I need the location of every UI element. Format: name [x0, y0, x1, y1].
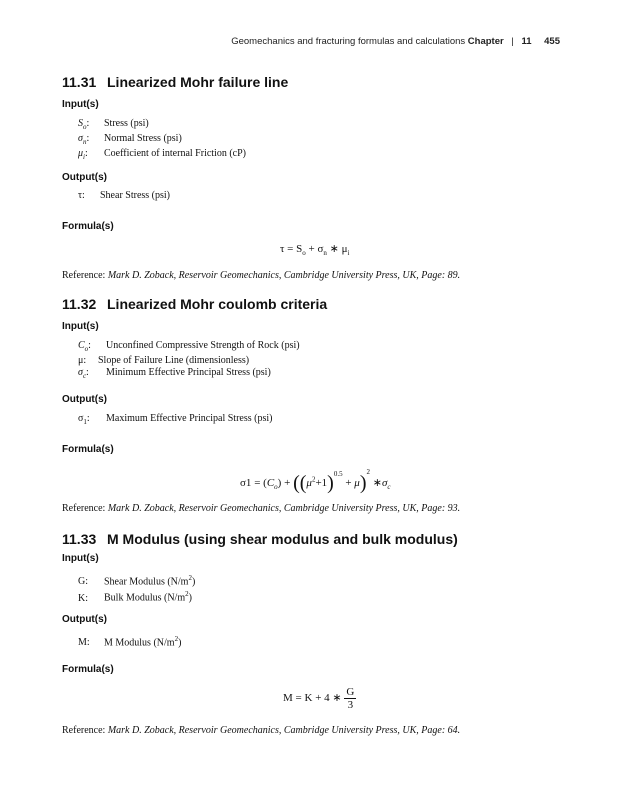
section-heading: [62, 296, 327, 312]
formula-heading: Formula(s): [62, 221, 114, 232]
section-number: 11.31: [62, 74, 97, 90]
section-heading: [62, 531, 458, 547]
formula: M = K + 4 ∗ $\frac{G}{3}$: [283, 686, 355, 711]
section-number: 11.33: [62, 531, 97, 547]
list-item: $C_o$: Unconfined Compressive Strength of Rock (psi): [78, 340, 300, 353]
input-list: [78, 340, 300, 382]
output-heading: Output(s): [62, 614, 107, 625]
input-heading: Input(s): [62, 321, 99, 332]
output-heading: Output(s): [62, 172, 107, 183]
formula-heading: Formula(s): [62, 444, 114, 455]
list-item: $S_o$: Stress (psi): [78, 118, 149, 131]
list-item: $\sigma_c$: Minimum Effective Principal Stress (psi): [78, 367, 271, 380]
section-title: Linearized Mohr failure line: [107, 74, 289, 90]
section-number: 11.32: [62, 296, 97, 312]
section-title: M Modulus (using shear modulus and bulk modulus): [107, 531, 458, 547]
reference: Reference: Mark D. Zoback, Reservoir Geomechanics, Cambridge University Press, UK, Page: 89.: [62, 270, 461, 281]
formula: $\sigma 1 = (C_o) + ((\mu^2+1)^{0.5} + \mu)^2$ $∗\sigma_c$: [240, 468, 391, 494]
output-list: [78, 633, 181, 649]
section-heading: [62, 74, 288, 90]
list-item: M: M Modulus $(N/m^2)$: [78, 635, 182, 649]
input-heading: Input(s): [62, 99, 99, 110]
running-title: Geomechanics and fracturing formulas and calculations: [231, 36, 466, 47]
input-list: [78, 572, 195, 605]
output-heading: Output(s): [62, 394, 107, 405]
list-item: $\mu_i$: Coefficient of internal Friction (cP): [78, 148, 246, 161]
list-item: $\sigma_n$: Normal Stress (psi): [78, 133, 182, 146]
list-item: K: Bulk Modulus $(N/m^2)$: [78, 590, 192, 604]
chapter-number: 11: [521, 36, 532, 47]
output-list: [78, 413, 272, 428]
formula: $\tau = S_o + \sigma_n$ ∗ $\mu_i$: [280, 243, 350, 258]
output-list: [78, 190, 170, 202]
list-item: $\sigma_1$: Maximum Effective Principal Stress (psi): [78, 413, 273, 426]
input-heading: Input(s): [62, 553, 99, 564]
page-number: 455: [544, 36, 560, 47]
fraction: $\frac{G}{3}$: [346, 686, 355, 711]
input-list: [78, 118, 246, 163]
formula-heading: Formula(s): [62, 664, 114, 675]
reference: Reference: Mark D. Zoback, Reservoir Geomechanics, Cambridge University Press, UK, Page: 64.: [62, 725, 461, 736]
section-title: Linearized Mohr coulomb criteria: [107, 296, 328, 312]
list-item: G: Shear Modulus $(N/m^2)$: [78, 574, 196, 588]
list-item: μ: Slope of Failure Line (dimensionless): [78, 355, 250, 366]
reference: Reference: Mark D. Zoback, Reservoir Geomechanics, Cambridge University Press, UK, Page: 93.: [62, 503, 461, 514]
chapter-separator: |: [511, 36, 514, 47]
chapter-label: Chapter: [467, 36, 504, 47]
list-item: τ: Shear Stress (psi): [78, 190, 170, 201]
running-head: [200, 36, 560, 47]
